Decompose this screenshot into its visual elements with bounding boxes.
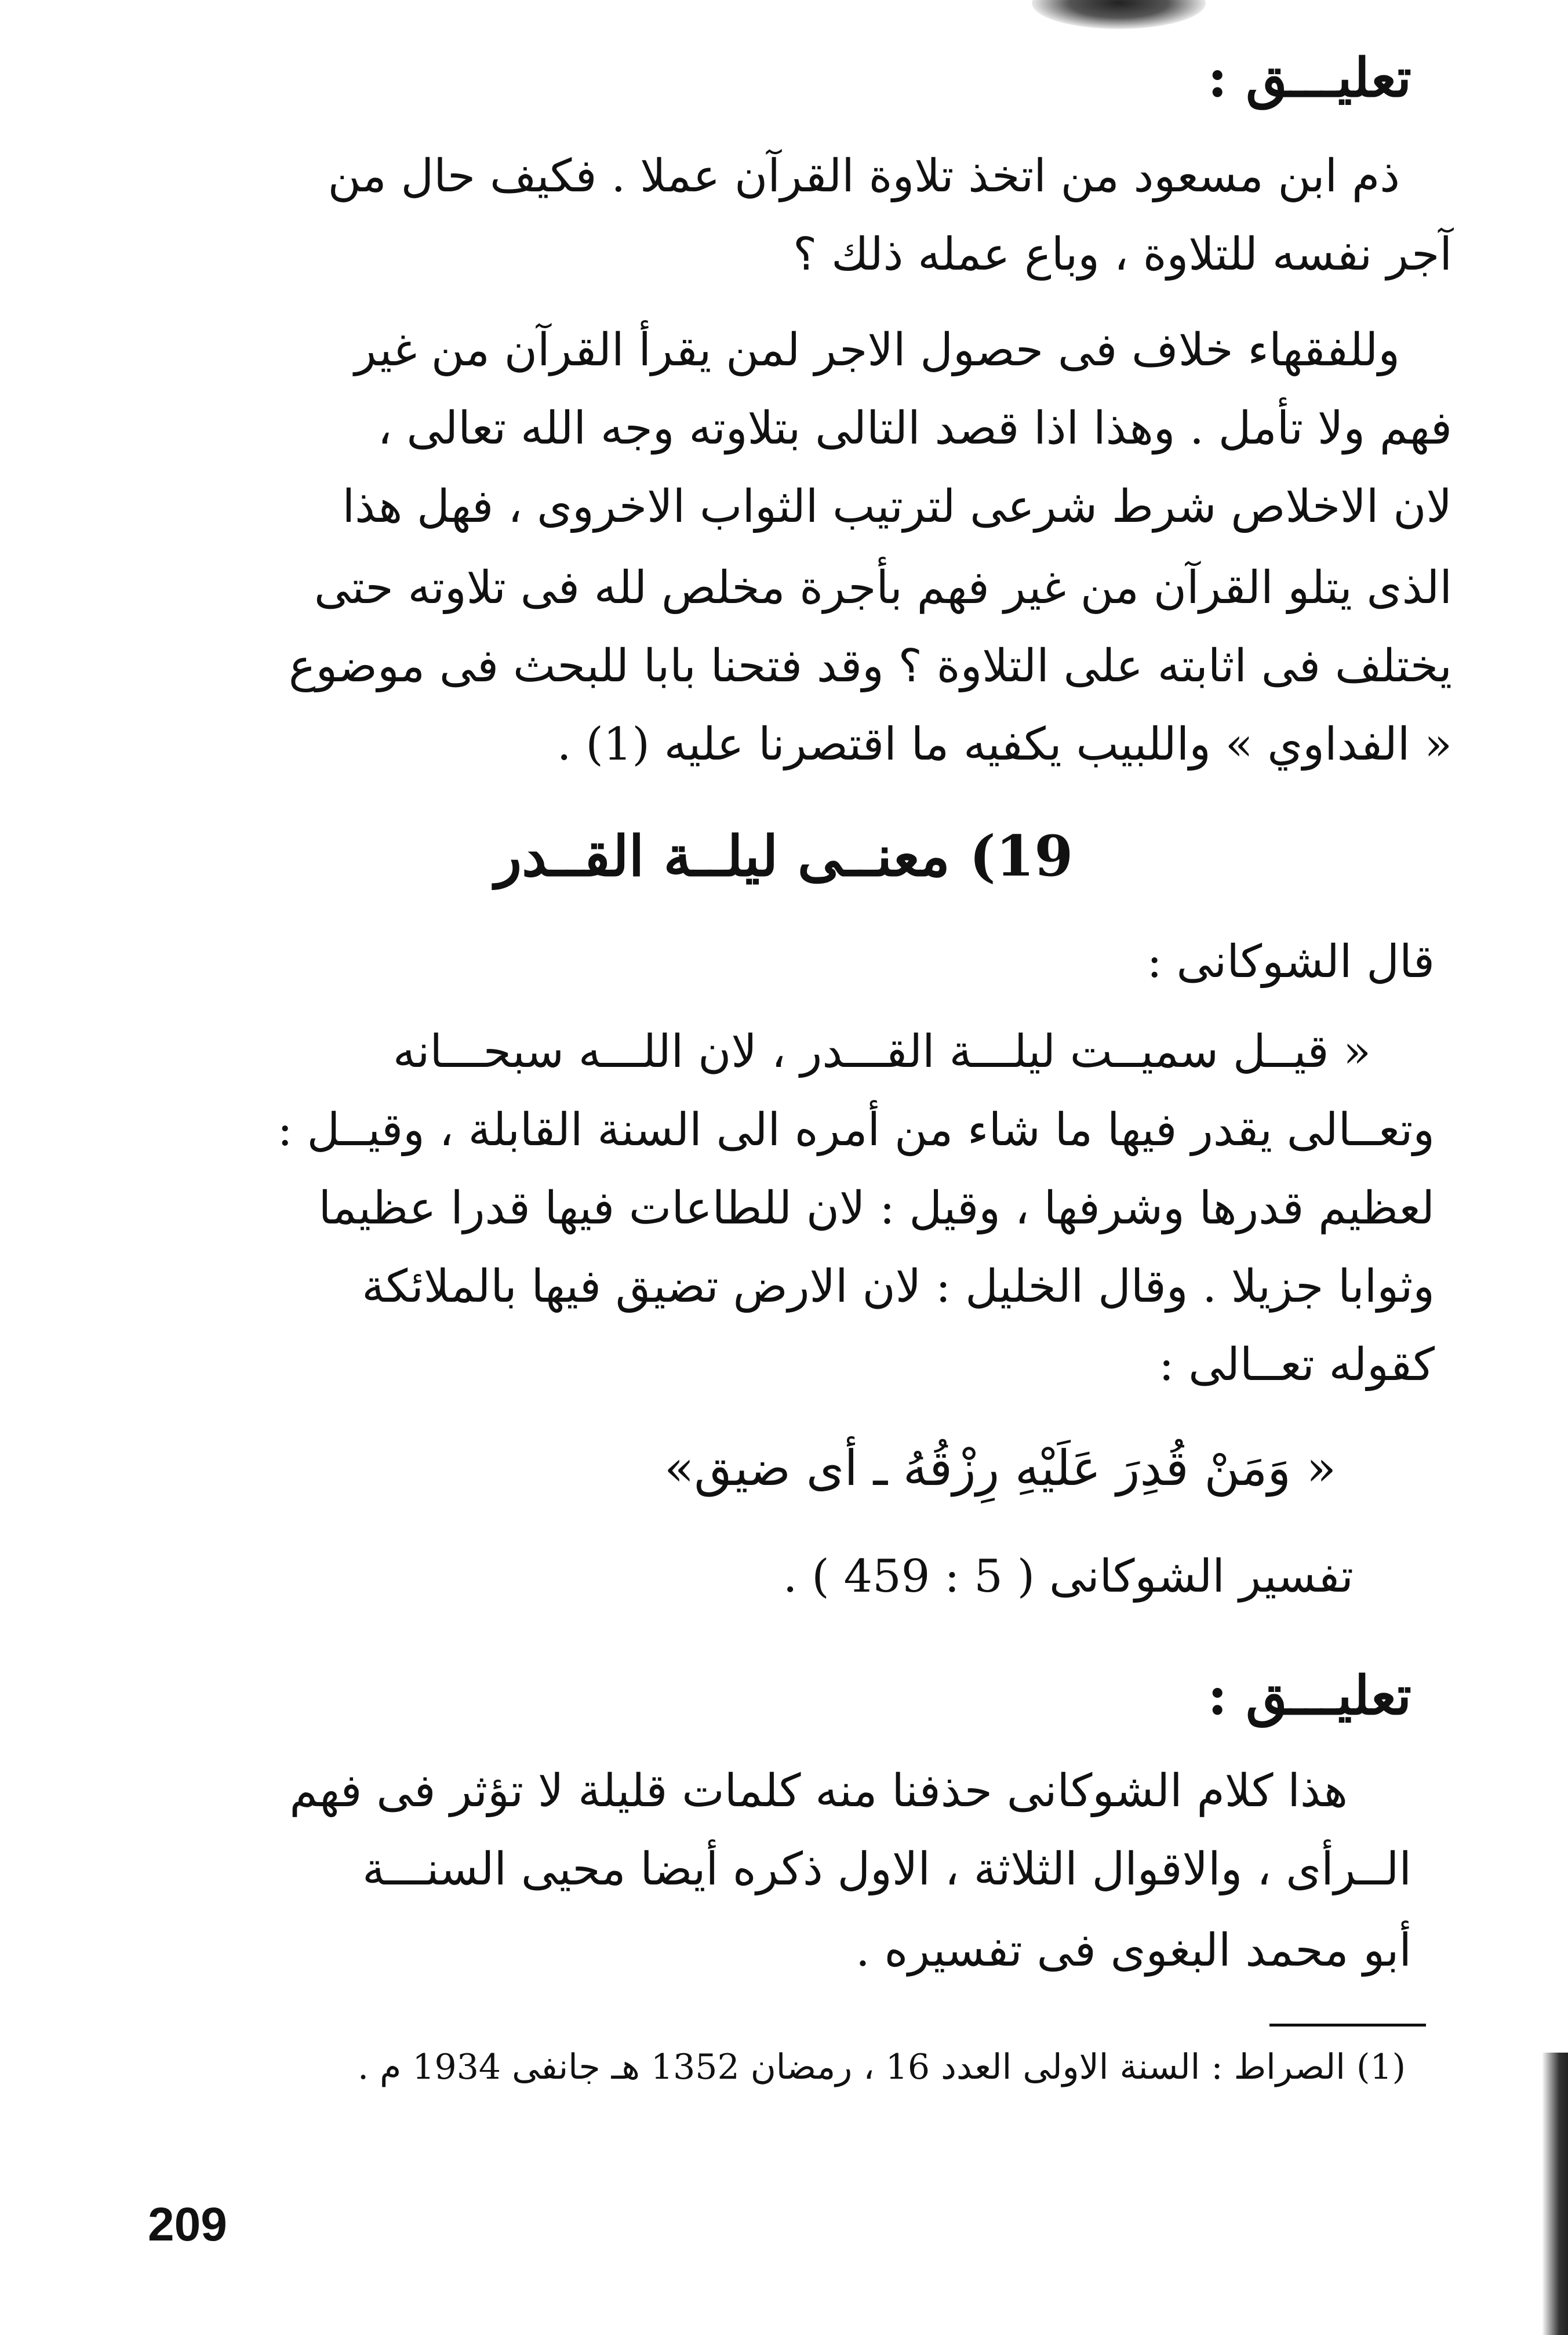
scan-smudge-top	[1032, 0, 1206, 29]
source-reference: تفسير الشوكانى ( 5 : 459 ) .	[783, 1550, 1354, 1603]
quote-line: لعظيم قدرها وشرفها ، وقيل : لان للطاعات فيها قدرا عظيما	[318, 1182, 1435, 1234]
paragraph-line: وللفقهاء خلاف فى حصول الاجر لمن يقرأ القرآن من غير	[354, 324, 1400, 376]
paragraph-line: « الفداوي » واللبيب يكفيه ما اقتصرنا عليه (1) .	[556, 718, 1452, 771]
paragraph-line: هذا كلام الشوكانى حذفنا منه كلمات قليلة لا تؤثر فى فهم	[289, 1765, 1348, 1817]
comment-heading-1: تعليـــق :	[1207, 46, 1411, 109]
quote-line: وثوابا جزيلا . وقال الخليل : لان الارض تضيق فيها بالملائكة	[362, 1261, 1435, 1313]
paragraph-line: لان الاخلاص شرط شرعى لترتيب الثواب الاخروى ، فهل هذا	[342, 481, 1452, 533]
paragraph-line: الذى يتلو القرآن من غير فهم بأجرة مخلص لله فى تلاوته حتى	[314, 562, 1452, 614]
comment-heading-2: تعليـــق :	[1207, 1664, 1411, 1727]
quote-line: وتعــالى يقدر فيها ما شاء من أمره الى السنة القابلة ، وقيــل :	[277, 1104, 1435, 1156]
footnote: (1) الصراط : السنة الاولى العدد 16 ، رمضان 1352 هـ جانفى 1934 م .	[357, 2047, 1406, 2087]
scan-smudge-right	[1542, 2053, 1568, 2335]
quranic-verse: « وَمَنْ قُدِرَ عَلَيْهِ رِزْقُهُ ـ أى ضيق»	[664, 1440, 1336, 1497]
paragraph-line: يختلف فى اثابته على التلاوة ؟ وقد فتحنا بابا للبحث فى موضوع	[288, 640, 1452, 692]
paragraph-line: أبو محمد البغوى فى تفسيره .	[855, 1924, 1411, 1977]
paragraph-line: ذم ابن مسعود من اتخذ تلاوة القرآن عملا . فكيف حال من	[328, 150, 1400, 202]
paragraph-line: فهم ولا تأمل . وهذا اذا قصد التالى بتلاوته وجه الله تعالى ،	[377, 402, 1452, 455]
paragraph-line: آجر نفسه للتلاوة ، وباع عمله ذلك ؟	[792, 228, 1452, 281]
quote-line: كقوله تعــالى :	[1159, 1339, 1435, 1391]
paragraph-line: الــرأى ، والاقوال الثلاثة ، الاول ذكره أيضا محيى السنـــة	[362, 1843, 1411, 1895]
quote-line: « قيــل سميــت ليلـــة القـــدر ، لان اللـــه سبحـــانه	[392, 1026, 1371, 1078]
footnote-rule	[1269, 2024, 1426, 2027]
quote-intro: قال الشوكانى :	[1147, 936, 1435, 988]
page-number: 209	[148, 2198, 227, 2251]
section-title: 19) معنــى ليلــة القــدر	[494, 823, 1074, 889]
